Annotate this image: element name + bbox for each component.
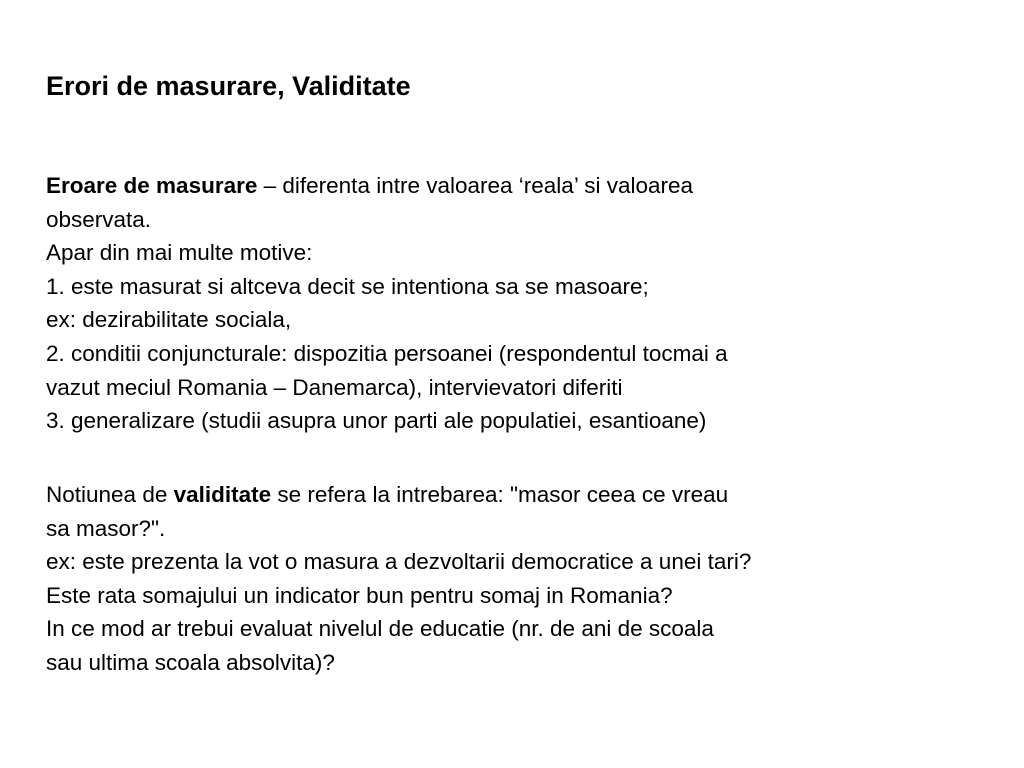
validity-intro-cont: sa masor?".: [46, 515, 166, 541]
validity-example-3-cont: sau ultima scoala absolvita)?: [46, 649, 335, 675]
cause-1-example: ex: dezirabilitate sociala,: [46, 307, 292, 333]
measurement-error-definition: – diferenta intre valoarea ‘reala’ si valoarea: [257, 173, 694, 198]
measurement-error-term: Eroare de masurare: [46, 173, 258, 198]
measurement-error-definition-cont: observata.: [46, 206, 152, 232]
cause-2-cont: vazut meciul Romania – Danemarca), intervievatori diferiti: [46, 374, 623, 400]
measurement-error-section: [46, 169, 1006, 438]
validity-section: [46, 478, 1006, 680]
cause-1: 1. este masurat si altceva decit se intentiona sa se masoare;: [46, 273, 649, 299]
cause-2: 2. conditii conjuncturale: dispozitia persoanei (respondentul tocmai a: [46, 340, 728, 366]
causes-intro: Apar din mai multe motive:: [46, 240, 313, 266]
validity-term: validitate: [173, 482, 272, 507]
measurement-error-definition-line: [46, 169, 1006, 203]
validity-intro-prefix: Notiunea de: [46, 482, 174, 507]
slide-title: Erori de masurare, Validitate: [46, 71, 411, 101]
cause-3: 3. generalizare (studii asupra unor parti ale populatiei, esantioane): [46, 408, 707, 434]
validity-example-1: ex: este prezenta la vot o masura a dezvoltarii democratice a unei tari?: [46, 549, 752, 575]
validity-intro-suffix: se refera la intrebarea: "masor ceea ce vreau: [271, 482, 729, 507]
validity-example-2: Este rata somajului un indicator bun pentru somaj in Romania?: [46, 582, 673, 608]
validity-example-3: In ce mod ar trebui evaluat nivelul de educatie (nr. de ani de scoala: [46, 616, 714, 642]
validity-intro-line: [46, 478, 1006, 512]
